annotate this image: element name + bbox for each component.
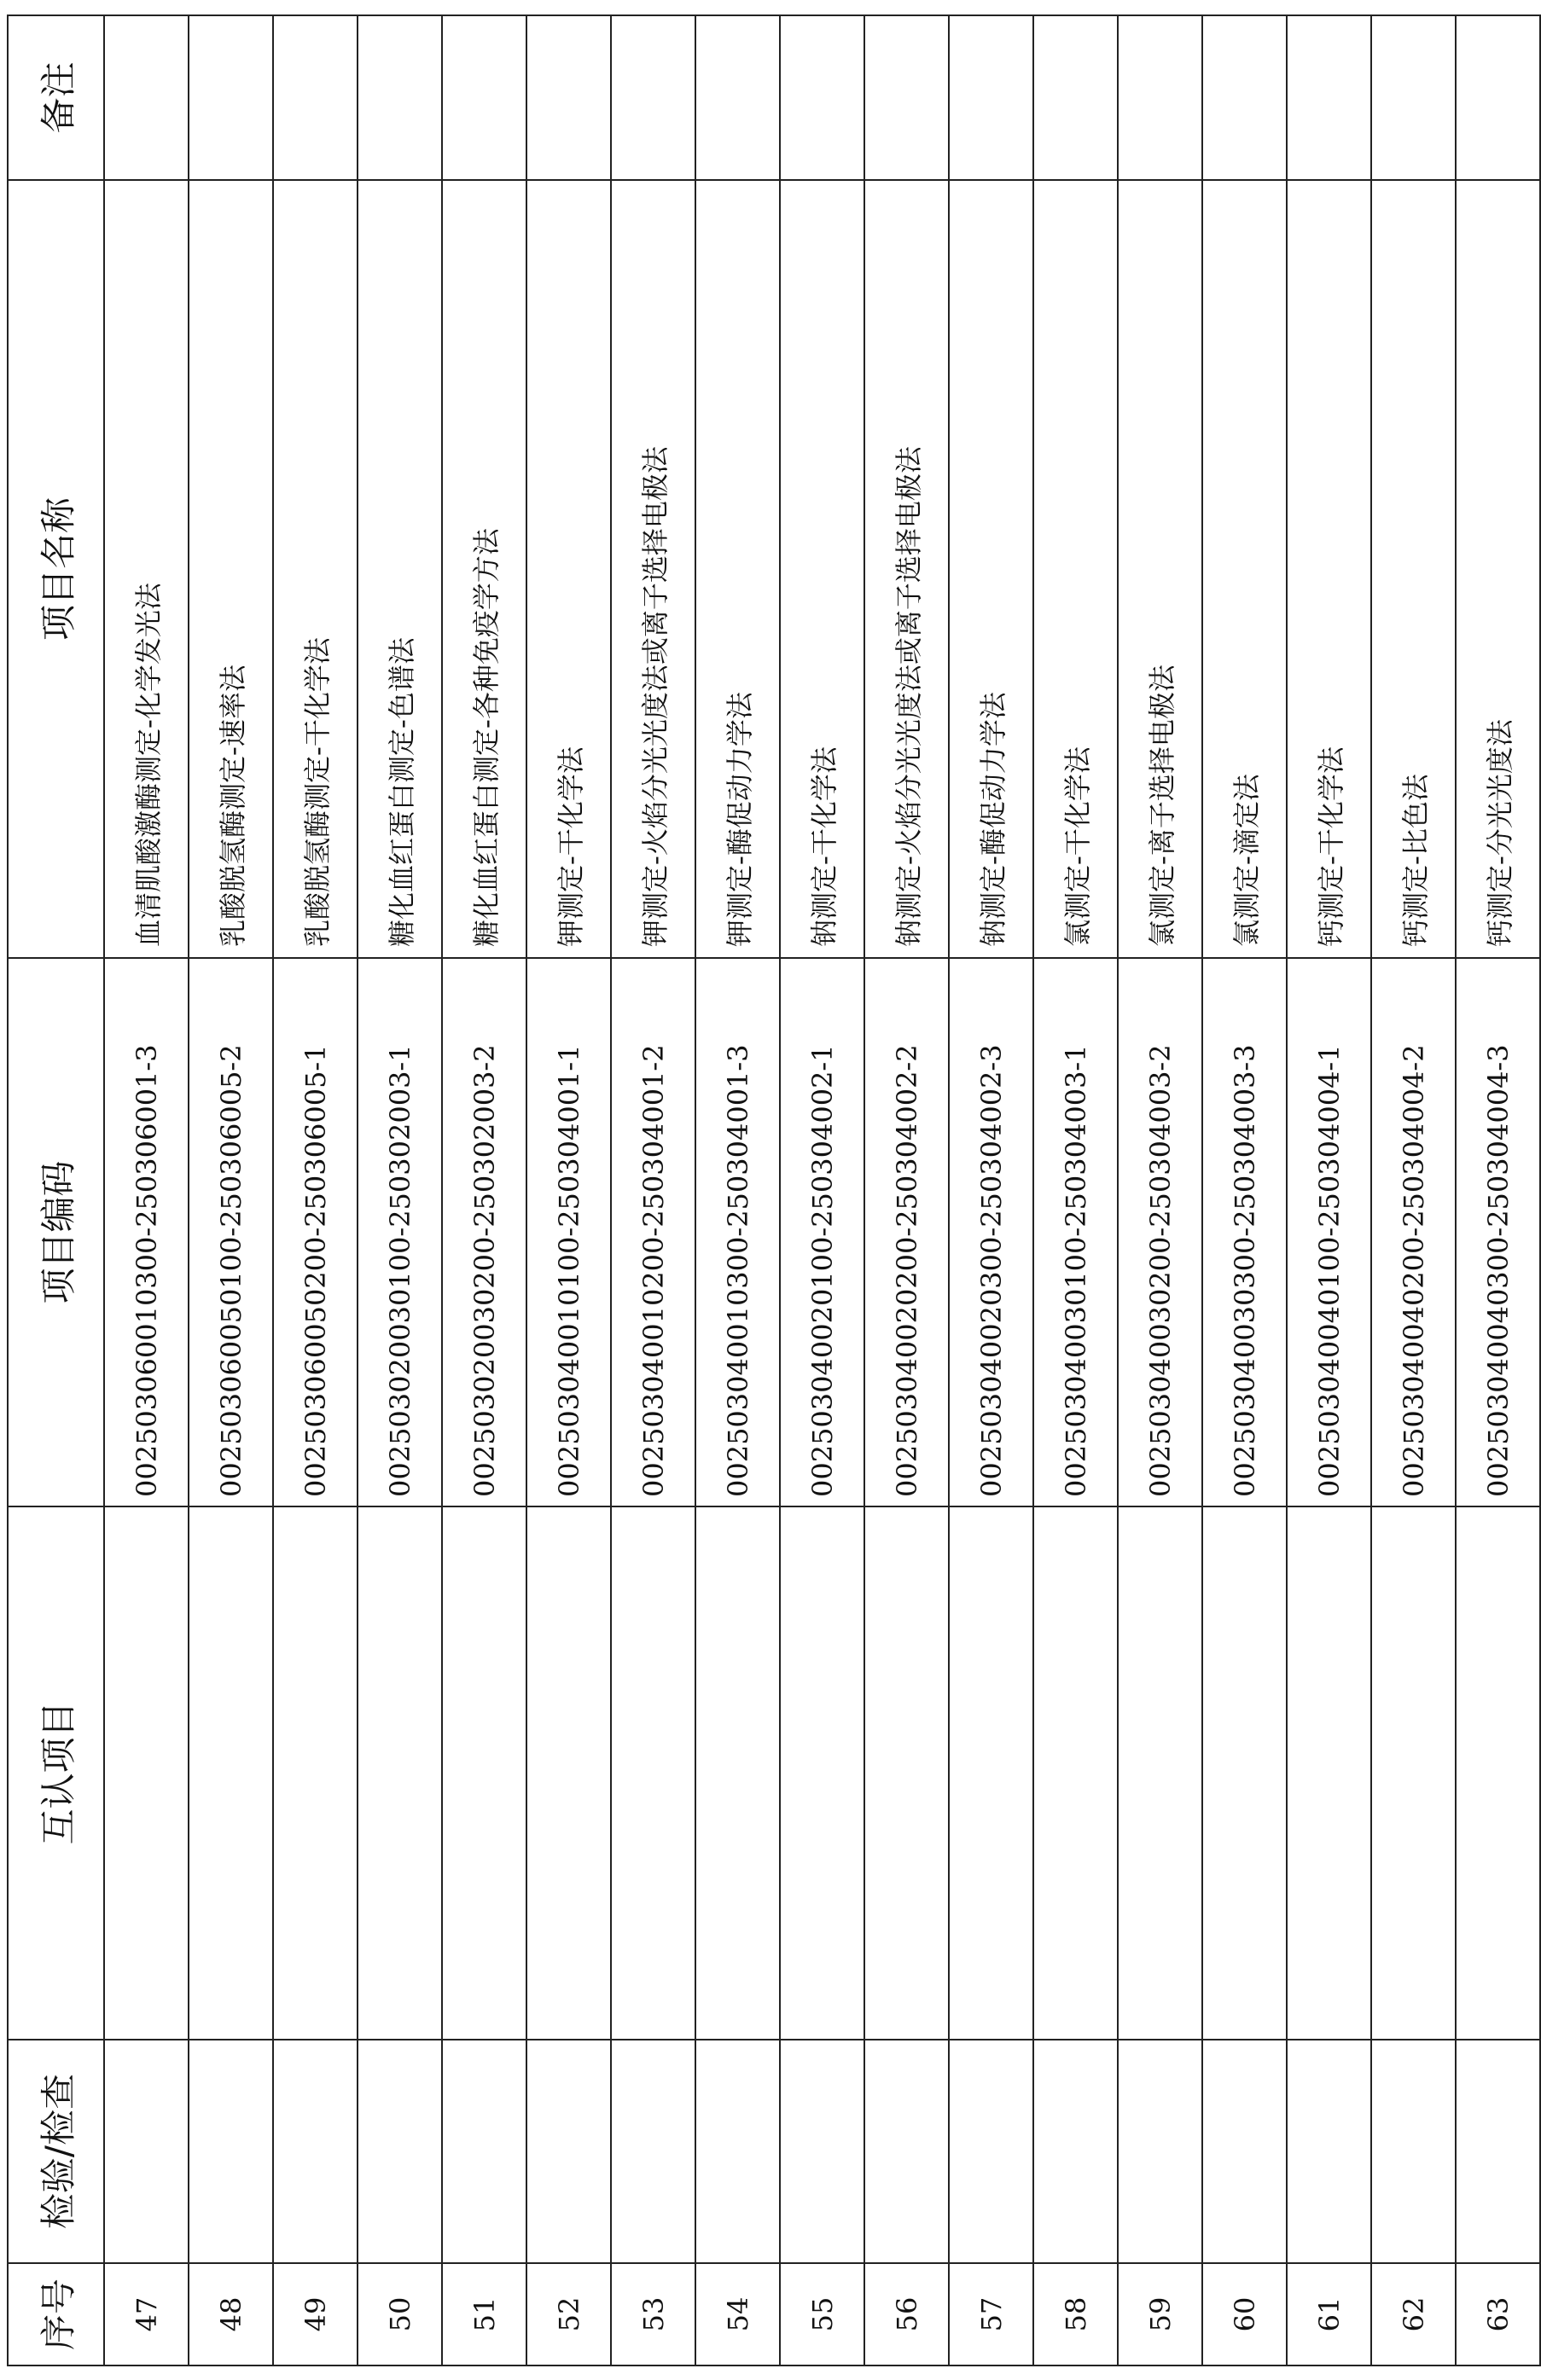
cell-mutual	[526, 1506, 611, 2040]
cell-mutual	[864, 1506, 949, 2040]
cell-seq: 50	[358, 2263, 442, 2365]
table-body	[104, 15, 1540, 2365]
cell-remark	[1033, 15, 1118, 180]
table-row	[1371, 15, 1456, 2365]
table-row	[1033, 15, 1118, 2365]
table-row	[273, 15, 358, 2365]
cell-code: 002503020030200-250302003-2	[442, 958, 526, 1506]
cell-remark	[442, 15, 526, 180]
table-row	[189, 15, 273, 2365]
cell-type	[273, 2040, 358, 2263]
rotated-table-container	[7, 16, 1516, 2366]
cell-name: 氯测定-离子选择电极法	[1118, 180, 1202, 958]
cell-remark	[358, 15, 442, 180]
cell-seq: 61	[1287, 2263, 1371, 2365]
cell-mutual	[442, 1506, 526, 2040]
table-row	[1456, 15, 1540, 2365]
cell-name: 乳酸脱氢酶测定-速率法	[189, 180, 273, 958]
cell-remark	[1287, 15, 1371, 180]
cell-type	[611, 2040, 695, 2263]
cell-name: 氯测定-滴定法	[1202, 180, 1287, 958]
table-row	[695, 15, 780, 2365]
cell-mutual	[104, 1506, 189, 2040]
cell-mutual	[358, 1506, 442, 2040]
cell-mutual	[611, 1506, 695, 2040]
cell-code: 002503060050100-250306005-2	[189, 958, 273, 1506]
table-row	[780, 15, 864, 2365]
cell-seq: 49	[273, 2263, 358, 2365]
cell-name: 氯测定-干化学法	[1033, 180, 1118, 958]
cell-mutual	[1118, 1506, 1202, 2040]
cell-mutual	[695, 1506, 780, 2040]
cell-type	[189, 2040, 273, 2263]
cell-remark	[1456, 15, 1540, 180]
cell-seq: 62	[1371, 2263, 1456, 2365]
cell-code: 002503040030300-250304003-3	[1202, 958, 1287, 1506]
cell-seq: 52	[526, 2263, 611, 2365]
cell-name: 钠测定-酶促动力学法	[949, 180, 1033, 958]
cell-code: 002503060050200-250306005-1	[273, 958, 358, 1506]
cell-seq: 54	[695, 2263, 780, 2365]
table-row	[611, 15, 695, 2365]
cell-code: 002503040020100-250304002-1	[780, 958, 864, 1506]
cell-remark	[104, 15, 189, 180]
table-row	[442, 15, 526, 2365]
cell-code: 002503040030100-250304003-1	[1033, 958, 1118, 1506]
cell-name: 钙测定-干化学法	[1287, 180, 1371, 958]
header-remark: 备注	[8, 15, 104, 180]
cell-seq: 53	[611, 2263, 695, 2365]
cell-name: 钠测定-干化学法	[780, 180, 864, 958]
cell-remark	[611, 15, 695, 180]
cell-seq: 47	[104, 2263, 189, 2365]
cell-type	[695, 2040, 780, 2263]
table-row	[104, 15, 189, 2365]
cell-seq: 59	[1118, 2263, 1202, 2365]
cell-code: 002503040020200-250304002-2	[864, 958, 949, 1506]
cell-type	[526, 2040, 611, 2263]
cell-mutual	[1456, 1506, 1540, 2040]
cell-code: 002503040040300-250304004-3	[1456, 958, 1540, 1506]
cell-mutual	[780, 1506, 864, 2040]
cell-code: 002503040010200-250304001-2	[611, 958, 695, 1506]
cell-code: 002503040010300-250304001-3	[695, 958, 780, 1506]
cell-code: 002503020030100-250302003-1	[358, 958, 442, 1506]
cell-mutual	[1371, 1506, 1456, 2040]
table-row	[526, 15, 611, 2365]
inspection-items-table	[7, 15, 1541, 2366]
header-name: 项目名称	[8, 180, 104, 958]
cell-seq: 63	[1456, 2263, 1540, 2365]
header-code: 项目编码	[8, 958, 104, 1506]
cell-code: 002503040040200-250304004-2	[1371, 958, 1456, 1506]
cell-remark	[526, 15, 611, 180]
cell-type	[1371, 2040, 1456, 2263]
cell-code: 002503040040100-250304004-1	[1287, 958, 1371, 1506]
cell-code: 002503040030200-250304003-2	[1118, 958, 1202, 1506]
cell-name: 糖化血红蛋白测定-各种免疫学方法	[442, 180, 526, 958]
cell-mutual	[949, 1506, 1033, 2040]
cell-seq: 51	[442, 2263, 526, 2365]
table-row	[1202, 15, 1287, 2365]
table-header-row	[8, 15, 104, 2365]
cell-type	[1033, 2040, 1118, 2263]
cell-remark	[695, 15, 780, 180]
cell-type	[1287, 2040, 1371, 2263]
cell-seq: 55	[780, 2263, 864, 2365]
cell-name: 钾测定-酶促动力学法	[695, 180, 780, 958]
cell-seq: 60	[1202, 2263, 1287, 2365]
cell-name: 血清肌酸激酶测定-化学发光法	[104, 180, 189, 958]
cell-type	[104, 2040, 189, 2263]
cell-mutual	[1033, 1506, 1118, 2040]
cell-name: 糖化血红蛋白测定-色谱法	[358, 180, 442, 958]
cell-mutual	[1287, 1506, 1371, 2040]
cell-seq: 58	[1033, 2263, 1118, 2365]
table-row	[1118, 15, 1202, 2365]
cell-code: 002503040010100-250304001-1	[526, 958, 611, 1506]
cell-type	[442, 2040, 526, 2263]
header-type: 检验/检查	[8, 2040, 104, 2263]
table-row	[358, 15, 442, 2365]
cell-type	[1456, 2040, 1540, 2263]
header-mutual: 互认项目	[8, 1506, 104, 2040]
cell-type	[1118, 2040, 1202, 2263]
cell-remark	[1371, 15, 1456, 180]
cell-remark	[1118, 15, 1202, 180]
cell-remark	[864, 15, 949, 180]
cell-type	[780, 2040, 864, 2263]
cell-remark	[780, 15, 864, 180]
cell-mutual	[1202, 1506, 1287, 2040]
table-row	[864, 15, 949, 2365]
cell-mutual	[273, 1506, 358, 2040]
cell-code: 002503060010300-250306001-3	[104, 958, 189, 1506]
cell-name: 乳酸脱氢酶测定-干化学法	[273, 180, 358, 958]
cell-type	[864, 2040, 949, 2263]
cell-type	[358, 2040, 442, 2263]
cell-name: 钾测定-干化学法	[526, 180, 611, 958]
table-row	[1287, 15, 1371, 2365]
cell-name: 钾测定-火焰分光光度法或离子选择电极法	[611, 180, 695, 958]
header-seq: 序号	[8, 2263, 104, 2365]
cell-name: 钙测定-比色法	[1371, 180, 1456, 958]
cell-type	[1202, 2040, 1287, 2263]
cell-name: 钙测定-分光光度法	[1456, 180, 1540, 958]
cell-remark	[273, 15, 358, 180]
cell-remark	[949, 15, 1033, 180]
cell-name: 钠测定-火焰分光光度法或离子选择电极法	[864, 180, 949, 958]
cell-seq: 56	[864, 2263, 949, 2365]
table-row	[949, 15, 1033, 2365]
cell-remark	[189, 15, 273, 180]
cell-remark	[1202, 15, 1287, 180]
cell-code: 002503040020300-250304002-3	[949, 958, 1033, 1506]
cell-type	[949, 2040, 1033, 2263]
cell-seq: 57	[949, 2263, 1033, 2365]
cell-seq: 48	[189, 2263, 273, 2365]
cell-mutual	[189, 1506, 273, 2040]
